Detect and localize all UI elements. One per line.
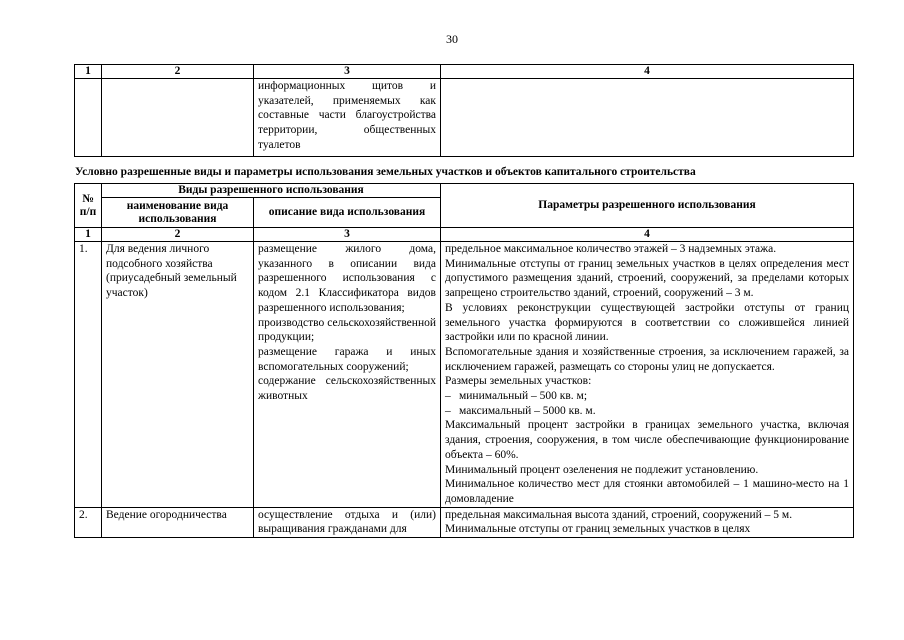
use-params [441, 507, 854, 537]
param-line: предельная максимальная высота зданий, строений, сооружений – 5 м. [445, 508, 793, 521]
table-row [75, 242, 854, 508]
param-line: Максимальный процент застройки в границах земельного участка, включая здания, строения, сооружения, в том числе обеспечивающие функционирование объекта – 60%. [445, 419, 849, 461]
dash-mark: – [445, 404, 451, 417]
size-item [445, 404, 849, 419]
description-line: содержание сельскохозяйственных животных [258, 375, 436, 403]
description-line: размещение гаража и иных вспомогательных сооружений; [258, 345, 436, 373]
header-kinds: Виды разрешенного использования [102, 184, 441, 198]
description-line: производство сельскохозяйственной продукции; [258, 316, 436, 344]
cell-params [441, 79, 854, 157]
param-line: В условиях реконструкции существующей застройки отступы от границ земельного участка формируются в соответствии со сложившейся линией застройки или по красной линии. [445, 301, 849, 344]
col-number-3: 3 [254, 65, 441, 79]
section-title: Условно разрешенные виды и параметры использования земельных участков и объектов капитального строительства [75, 166, 696, 178]
use-description [254, 242, 441, 508]
continuation-table [74, 64, 854, 157]
use-params [441, 242, 854, 508]
dash-mark: – [445, 390, 451, 403]
header-num: № п/п [75, 184, 102, 228]
col-number-1: 1 [75, 65, 102, 79]
size-min: минимальный – 500 кв. м; [459, 390, 588, 403]
header-name: наименование вида использования [102, 198, 254, 228]
page-number: 30 [446, 32, 458, 46]
cell-name [102, 79, 254, 157]
column-number-row [75, 65, 854, 79]
use-description: осуществление отдыха и (или) выращивания гражданами для [254, 507, 441, 537]
table-row [75, 507, 854, 537]
header-description: описание вида использования [254, 198, 441, 228]
param-line: Минимальный процент озеленения не подлежит установлению. [445, 463, 759, 476]
col-number-4: 4 [441, 228, 854, 242]
col-number-2: 2 [102, 65, 254, 79]
col-number-1: 1 [75, 228, 102, 242]
permitted-use-table [74, 183, 854, 538]
use-name: Ведение огородничества [102, 507, 254, 537]
cell-num [75, 79, 102, 157]
param-line: Минимальное количество мест для стоянки автомобилей – 1 машино-место на 1 домовладение [445, 478, 849, 505]
size-max: максимальный – 5000 кв. м. [459, 404, 596, 417]
param-line: Минимальные отступы от границ земельных участков в целях [445, 523, 751, 536]
col-number-4: 4 [441, 65, 854, 79]
description-line: размещение жилого дома, указанного в описании вида разрешенного использования с кодом 2.1 Классификатора видов разрешенного использования; [258, 243, 436, 314]
param-line: Минимальные отступы от границ земельных участков в целях определения мест допустимого размещения зданий, строений, сооружений, за пределами которых запрещено строительство зданий, строений, сооружений – 3 м. [445, 257, 849, 300]
size-item [445, 389, 849, 404]
header-row [75, 184, 854, 198]
use-name: Для ведения личного подсобного хозяйства (приусадебный земельный участок) [102, 242, 254, 508]
param-line: Вспомогательные здания и хозяйственные строения, за исключением гаражей, за исключением гаражей, размещать со стороны улиц не допускается. [445, 345, 849, 373]
row-number: 2. [75, 507, 102, 537]
param-line: Размеры земельных участков: [445, 375, 592, 388]
param-line: предельное максимальное количество этажей – 3 надземных этажа. [445, 243, 777, 255]
row-number: 1. [75, 242, 102, 508]
header-params: Параметры разрешенного использования [441, 184, 854, 228]
col-number-3: 3 [254, 228, 441, 242]
cell-description: информационных щитов и указателей, применяемых как составные части благоустройства территории, общественных туалетов [254, 79, 441, 157]
column-number-row [75, 228, 854, 242]
table-row [75, 79, 854, 157]
col-number-2: 2 [102, 228, 254, 242]
